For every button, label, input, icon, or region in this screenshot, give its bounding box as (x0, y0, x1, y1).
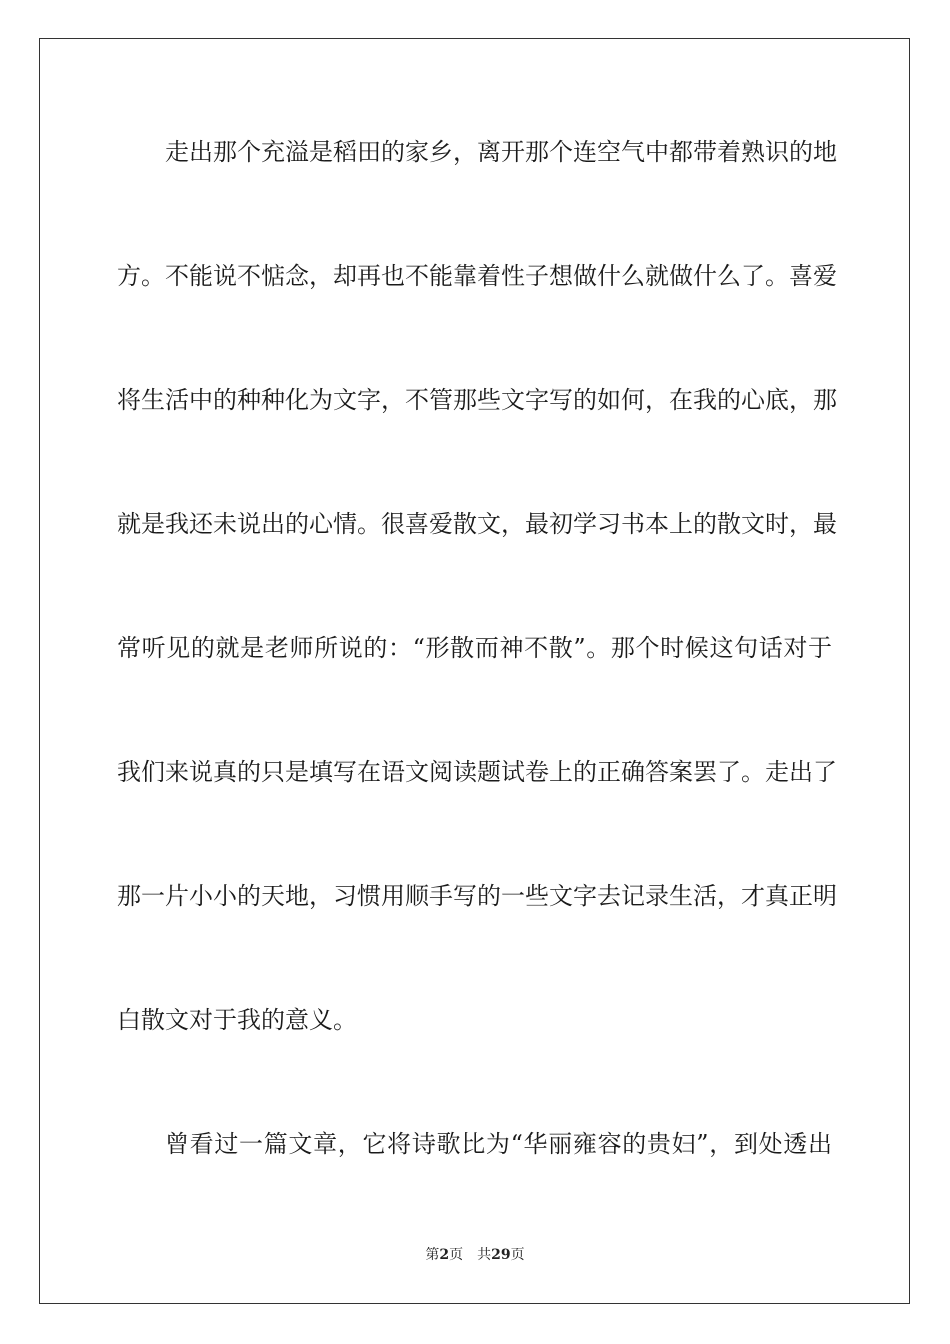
total-page-count: 29 (491, 1247, 511, 1263)
paragraph-1-line-1: 走出那个充溢是稻田的家乡，离开那个连空气中都带着熟识的地 (165, 138, 837, 166)
current-page-number: 2 (439, 1247, 450, 1263)
paragraph-1-line-2: 方。不能说不惦念，却再也不能靠着性子想做什么就做什么了。喜爱 (117, 262, 837, 290)
paragraph-2-line-1: 曾看过一篇文章，它将诗歌比为“华丽雍容的贵妇”，到处透出 (165, 1130, 832, 1158)
paragraph-1-line-4: 就是我还未说出的心情。很喜爱散文，最初学习书本上的散文时，最 (117, 510, 837, 538)
paragraph-1-line-6: 我们来说真的只是填写在语文阅读题试卷上的正确答案罢了。走出了 (117, 758, 837, 786)
paragraph-1-line-8: 白散文对于我的意义。 (117, 1006, 357, 1034)
page-footer (0, 1246, 950, 1264)
page-border (39, 38, 910, 1304)
page-label-suffix: 页 (449, 1247, 464, 1263)
total-label-prefix: 共 (477, 1247, 492, 1263)
paragraph-1-line-3: 将生活中的种种化为文字，不管那些文字写的如何，在我的心底，那 (117, 386, 837, 414)
paragraph-1-line-5: 常听见的就是老师所说的：“形散而神不散”。那个时候这句话对于 (117, 634, 832, 662)
total-label-suffix: 页 (510, 1247, 525, 1263)
page-label-prefix: 第 (425, 1247, 440, 1263)
paragraph-1-line-7: 那一片小小的天地，习惯用顺手写的一些文字去记录生活，才真正明 (117, 882, 837, 910)
